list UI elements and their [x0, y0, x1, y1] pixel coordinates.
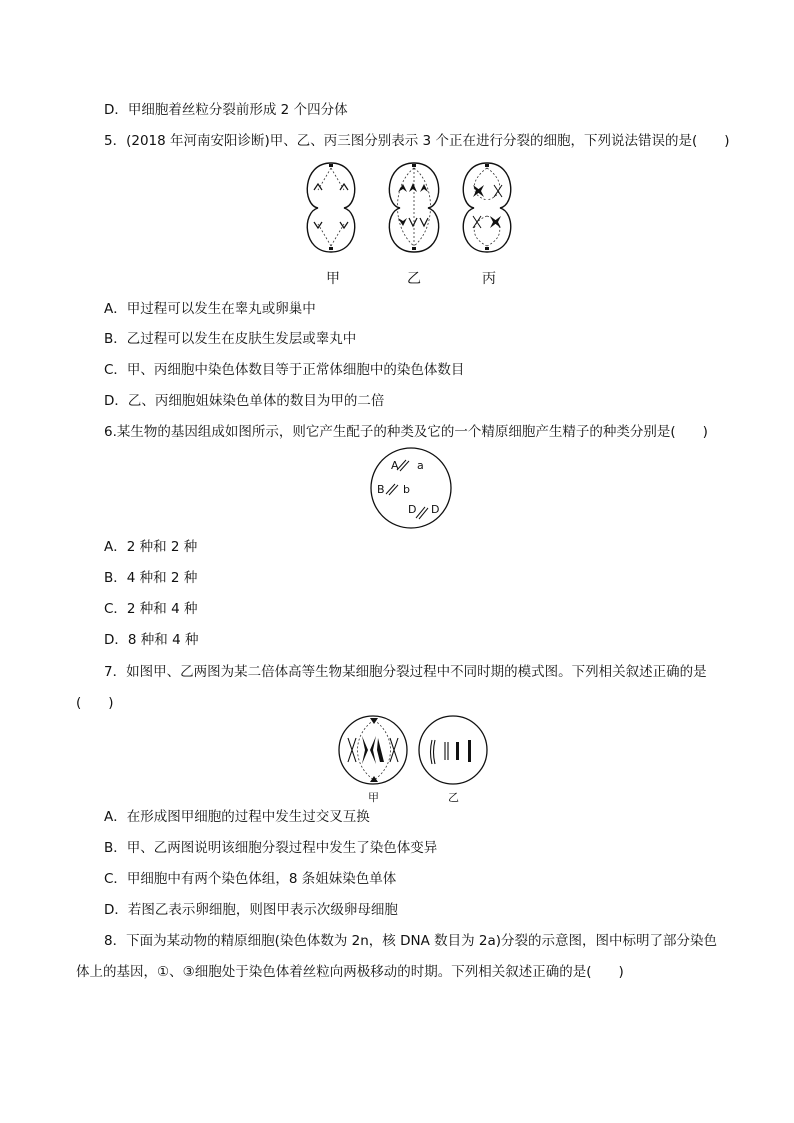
q6-option-a: A．2 种和 2 种	[104, 539, 198, 555]
q8-stem-line2: 体上的基因，①、③细胞处于染色体着丝粒向两极移动的时期。下列相关叙述正确的是( )	[76, 964, 624, 980]
q7-fig-label-yi: 乙	[448, 791, 459, 804]
q6-gene-D2: D	[431, 503, 440, 516]
q6-gene-A: A	[391, 459, 399, 472]
q5-fig-label-jia: 甲	[326, 271, 340, 287]
q5-option-d: D．乙、丙细胞姐妹染色单体的数目为甲的二倍	[104, 393, 385, 409]
q6-gene-b: b	[403, 483, 410, 496]
q6-option-b: B．4 种和 2 种	[104, 570, 198, 586]
q7-fig-label-jia: 甲	[368, 791, 379, 804]
q7-option-d: D．若图乙表示卵细胞，则图甲表示次级卵母细胞	[104, 902, 398, 918]
q7-option-c: C．甲细胞中有两个染色体组，8 条姐妹染色单体	[104, 871, 397, 887]
q7-stem-line2: ( )	[76, 695, 114, 711]
q7-option-a: A．在形成图甲细胞的过程中发生过交叉互换	[104, 809, 370, 825]
q5-fig-label-yi: 乙	[407, 271, 421, 287]
q6-option-d: D．8 种和 4 种	[104, 632, 199, 648]
q6-stem: 6.某生物的基因组成如图所示，则它产生配子的种类及它的一个精原细胞产生精子的种类分别是( )	[104, 424, 708, 440]
q4-option-d: D．甲细胞着丝粒分裂前形成 2 个四分体	[104, 102, 348, 118]
q5-option-a: A．甲过程可以发生在睾丸或卵巢中	[104, 301, 316, 317]
q7-option-b: B．甲、乙两图说明该细胞分裂过程中发生了染色体变异	[104, 840, 438, 856]
q5-stem: 5．(2018 年河南安阳诊断)甲、乙、丙三图分别表示 3 个正在进行分裂的细胞，下列说法错误的是( )	[104, 133, 730, 149]
q6-option-c: C．2 种和 4 种	[104, 601, 198, 617]
q6-gene-a: a	[417, 459, 424, 472]
q8-stem-line1: 8．下面为某动物的精原细胞(染色体数为 2n，核 DNA 数目为 2a)分裂的示意图，图中标明了部分染色	[104, 933, 718, 949]
q5-fig-label-bing: 丙	[482, 271, 496, 287]
q5-option-c: C．甲、丙细胞中染色体数目等于正常体细胞中的染色体数目	[104, 362, 465, 378]
q5-option-b: B．乙过程可以发生在皮肤生发层或睾丸中	[104, 331, 357, 347]
q6-gene-B: B	[377, 483, 385, 496]
q6-gene-D1: D	[408, 503, 417, 516]
q7-stem-line1: 7．如图甲、乙两图为某二倍体高等生物某细胞分裂过程中不同时期的模式图。下列相关叙述正确的是	[104, 664, 707, 680]
